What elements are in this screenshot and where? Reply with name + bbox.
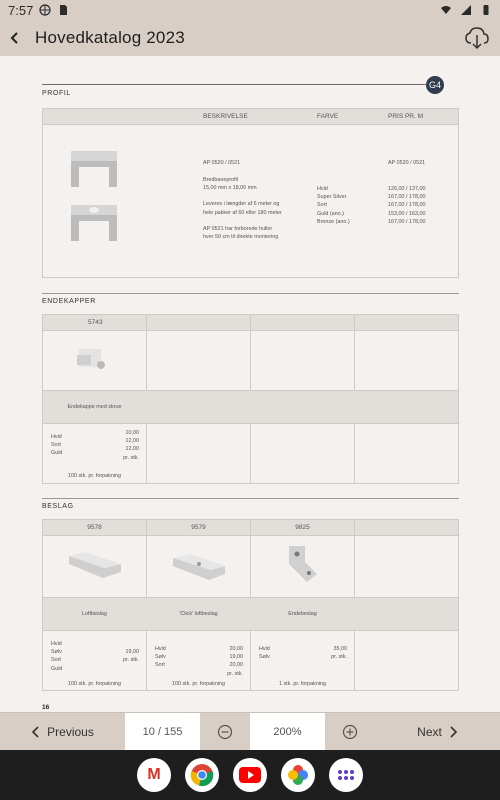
cloud-download-icon[interactable]	[464, 25, 490, 51]
zoom-out-icon	[217, 724, 233, 740]
section-profil-label: PROFIL	[42, 90, 71, 97]
gmail-icon[interactable]: M	[137, 758, 171, 792]
color-item: Guld	[51, 665, 63, 672]
price-item: 20,00	[229, 662, 243, 669]
price-item: 167,00 / 178,00	[388, 218, 426, 225]
price-item	[103, 640, 139, 648]
beslag-table	[42, 519, 459, 691]
beslag-2-pack: 100 stk. pr. forpakning	[171, 681, 226, 687]
color-item: Hvid	[51, 641, 62, 647]
rule-beslag	[42, 498, 459, 499]
app-bar	[0, 20, 500, 56]
battery-icon	[480, 4, 492, 16]
globe-icon	[39, 4, 51, 16]
rule-endekapper	[42, 293, 459, 294]
photos-logo-icon	[287, 764, 309, 786]
header-description: BESKRIVELSE	[203, 113, 248, 120]
price-item: 126,00 / 137,00	[388, 186, 426, 192]
endekapper-table	[42, 314, 459, 484]
section-beslag-label: BESLAG	[42, 503, 74, 510]
color-item: Hvid	[51, 434, 62, 440]
price-item: pr. stk.	[123, 657, 139, 664]
beslag-1-prices	[103, 640, 139, 665]
color-item: Guld (ano.)	[317, 210, 344, 217]
beslag-1-pack: 100 stk. pr. forpakning	[67, 681, 122, 687]
row-divider	[43, 423, 458, 424]
profil-prices	[388, 185, 425, 226]
back-arrow-icon	[8, 31, 22, 45]
beslag-2-prices	[207, 645, 243, 678]
beslag-3-prices	[311, 645, 347, 661]
app-dock	[0, 750, 500, 800]
pdf-page	[0, 56, 500, 712]
desc-line: 15,00 mm x 18,00 mm	[203, 185, 257, 192]
price-item: 12,00	[125, 446, 139, 453]
apps-grid-icon	[337, 769, 355, 781]
price-item: 167,00 / 178,00	[388, 194, 426, 201]
top-rule	[42, 84, 426, 85]
previous-button[interactable]	[0, 713, 125, 750]
desc-line: hver 50 cm til direkte montering	[203, 234, 279, 241]
pdf-navigation-bar	[0, 712, 500, 750]
chevron-right-icon	[448, 726, 458, 738]
unit: pr. stk.	[123, 454, 139, 461]
endekappe-code: 5743	[88, 319, 103, 326]
profile-rail-image	[65, 145, 125, 255]
page-number: 16	[42, 704, 50, 711]
price-code: AP 0520 / 0521	[388, 160, 426, 166]
beslag-code-3: 9825	[295, 524, 310, 531]
page-badge: G4	[426, 76, 444, 94]
youtube-logo-icon	[239, 767, 261, 783]
color-item: Guld	[51, 450, 63, 457]
beslag-code-1: 9578	[87, 524, 102, 531]
endekappe-name: Endekappe med skrue	[67, 404, 122, 410]
photos-icon[interactable]	[281, 758, 315, 792]
section-endekapper-label: ENDEKAPPER	[42, 298, 96, 305]
endekappe-prices	[103, 429, 139, 462]
endebeslag-image	[283, 542, 323, 586]
header-price: PRIS PR. M	[388, 113, 424, 120]
price-item: 35,00	[333, 646, 347, 652]
color-item: Sølv	[155, 654, 166, 661]
color-item: Sort	[155, 662, 165, 669]
price-item: 19,00	[229, 654, 243, 661]
color-item: Super Silver	[317, 194, 347, 201]
status-bar	[0, 0, 500, 20]
youtube-icon[interactable]	[233, 758, 267, 792]
color-item: Sort	[317, 202, 327, 209]
back-button[interactable]	[4, 27, 26, 49]
next-label: Next	[417, 724, 442, 739]
beslag-3-pack: 1 stk. pr. forpakning	[278, 681, 327, 687]
click-loftbeslag-image	[169, 546, 229, 586]
endekappe-pack: 100 stk. pr. forpakning	[67, 473, 122, 479]
next-button[interactable]	[375, 713, 500, 750]
desc-line: Bredbaneprofil	[203, 177, 239, 183]
unit: pr. stk.	[227, 670, 243, 677]
chrome-logo-icon	[190, 763, 214, 787]
previous-label: Previous	[47, 724, 94, 739]
price-item: 19,00	[125, 649, 139, 656]
zoom-in-icon	[342, 724, 358, 740]
color-item: Sølv	[51, 649, 62, 656]
zoom-level-field[interactable]: 200%	[250, 713, 325, 750]
color-item: Hvid	[155, 646, 166, 652]
apps-icon[interactable]	[329, 758, 363, 792]
wifi-icon	[440, 4, 452, 16]
color-item: Hvid	[259, 646, 270, 652]
profil-table	[42, 108, 459, 278]
desc-line: Leveres i længder af 6 meter og	[203, 201, 280, 208]
color-item: Bronze (ano.)	[317, 218, 350, 225]
price-item: 167,00 / 178,00	[388, 202, 426, 209]
chrome-icon[interactable]	[185, 758, 219, 792]
profil-colors	[317, 185, 350, 226]
price-item: 12,00	[125, 438, 139, 445]
beslag-2-colors	[155, 645, 166, 670]
beslag-name-2: 'Click' loftbeslag	[179, 611, 218, 617]
signal-icon	[460, 4, 472, 16]
beslag-1-colors	[51, 640, 62, 673]
pdf-viewer[interactable]	[0, 56, 500, 712]
color-item: Sort	[51, 442, 61, 449]
endcap-image	[73, 341, 113, 377]
color-item: Hvid	[317, 186, 328, 192]
status-time: 7:57	[8, 2, 34, 18]
desc-line: AP 0521 har forborede huller	[203, 225, 273, 232]
loftbeslag-image	[65, 546, 125, 586]
price-item: 20,00	[229, 646, 243, 652]
beslag-name-3: Endebeslag	[288, 611, 317, 617]
sd-card-icon	[57, 4, 69, 16]
header-color: FARVE	[317, 113, 339, 120]
zoom-in-button[interactable]	[325, 713, 375, 750]
desc-line: hele pakker af 60 eller 180 meter	[203, 209, 282, 216]
beslag-name-1: Loftbeslag	[82, 611, 107, 617]
chevron-left-icon	[31, 726, 41, 738]
color-item: Sølv	[259, 654, 270, 661]
desc-line	[203, 217, 282, 225]
profil-description	[203, 176, 282, 241]
desc-line	[203, 192, 282, 200]
price-item: 153,00 / 163,00	[388, 210, 426, 217]
beslag-code-2: 9579	[191, 524, 206, 531]
endekappe-colors	[51, 433, 62, 458]
price-item: pr. stk.	[331, 654, 347, 661]
price-item: 10,00	[125, 430, 139, 436]
page-indicator-field[interactable]: 10 / 155	[125, 713, 200, 750]
color-item: Sort	[51, 657, 61, 664]
product-code: AP 0520 / 0521	[203, 160, 241, 166]
document-title: Hovedkatalog 2023	[35, 28, 185, 47]
beslag-3-colors	[259, 645, 270, 661]
zoom-out-button[interactable]	[200, 713, 250, 750]
row-divider	[43, 630, 458, 631]
